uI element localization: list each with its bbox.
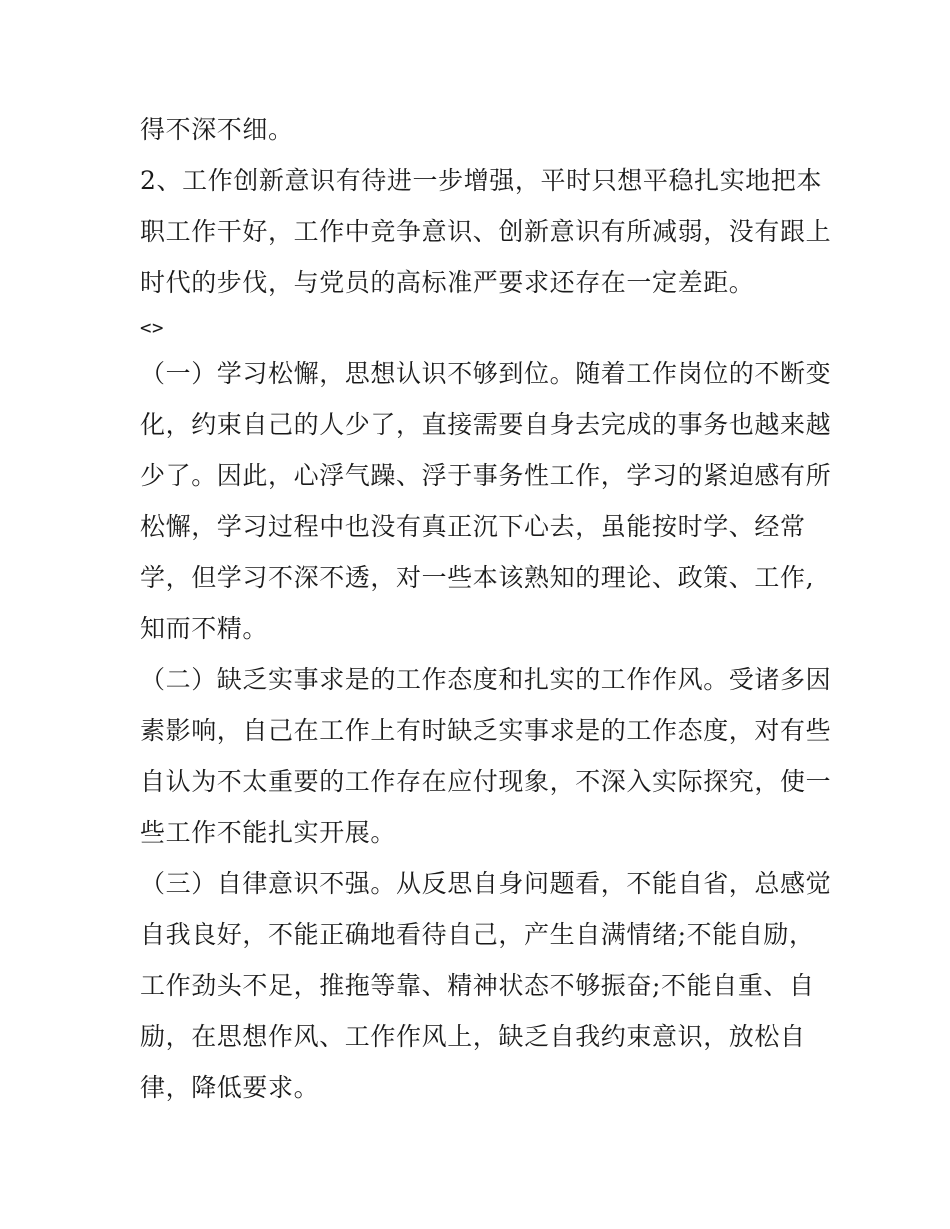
paragraph-continuation [140,104,820,155]
text-line: 职工作干好，工作中竞争意识、创新意识有所减弱，没有跟上 [140,217,832,246]
text-line: 时代的步伐，与党员的高标准严要求还存在一定差距。 [140,268,755,297]
text-line: （三）自律意识不强。从反思自身问题看，不能自省，总感觉 [140,869,832,898]
text-line: 得不深不细。 [140,115,294,144]
paragraph-innovation [140,155,832,308]
text-line: 自认为不太重要的工作存在应付现象，不深入实际探究，使一 [140,767,832,796]
text-line: 些工作不能扎实开展。 [140,818,397,847]
text-line: 律，降低要求。 [140,1073,320,1102]
paragraph-study [140,348,832,654]
text-line: （一）学习松懈，思想认识不够到位。随着工作岗位的不断变 [140,359,832,388]
text-line: 松懈，学习过程中也没有真正沉下心去，虽能按时学、经常 [140,512,806,541]
text-line: 知而不精。 [140,614,269,643]
text-line: 2、工作创新意识有待进一步增强，平时只想平稳扎实地把本 [140,166,823,195]
text-line: 工作劲头不足，推拖等靠、精神状态不够振奋;不能自重、自 [140,971,815,1000]
document-body [140,104,832,1113]
paragraph-self-discipline [140,858,832,1113]
text-line: 少了。因此，心浮气躁、浮于事务性工作，学习的紧迫感有所 [140,461,832,490]
text-line: 励，在思想作风、工作作风上，缺乏自我约束意识，放松自 [140,1022,806,1051]
text-line: 自我良好，不能正确地看待自己，产生自满情绪;不能自励， [140,920,815,949]
paragraph-work-attitude [140,654,832,858]
text-line: （二）缺乏实事求是的工作态度和扎实的工作作风。受诸多因 [140,665,832,694]
text-line: 学，但学习不深不透，对一些本该熟知的理论、政策、工作, [140,563,815,592]
text-line: 化，约束自己的人少了，直接需要自身去完成的事务也越来越 [140,410,832,439]
text-line: 素影响，自己在工作上有时缺乏实事求是的工作态度，对有些 [140,716,832,745]
section-marker: <> [140,317,165,339]
